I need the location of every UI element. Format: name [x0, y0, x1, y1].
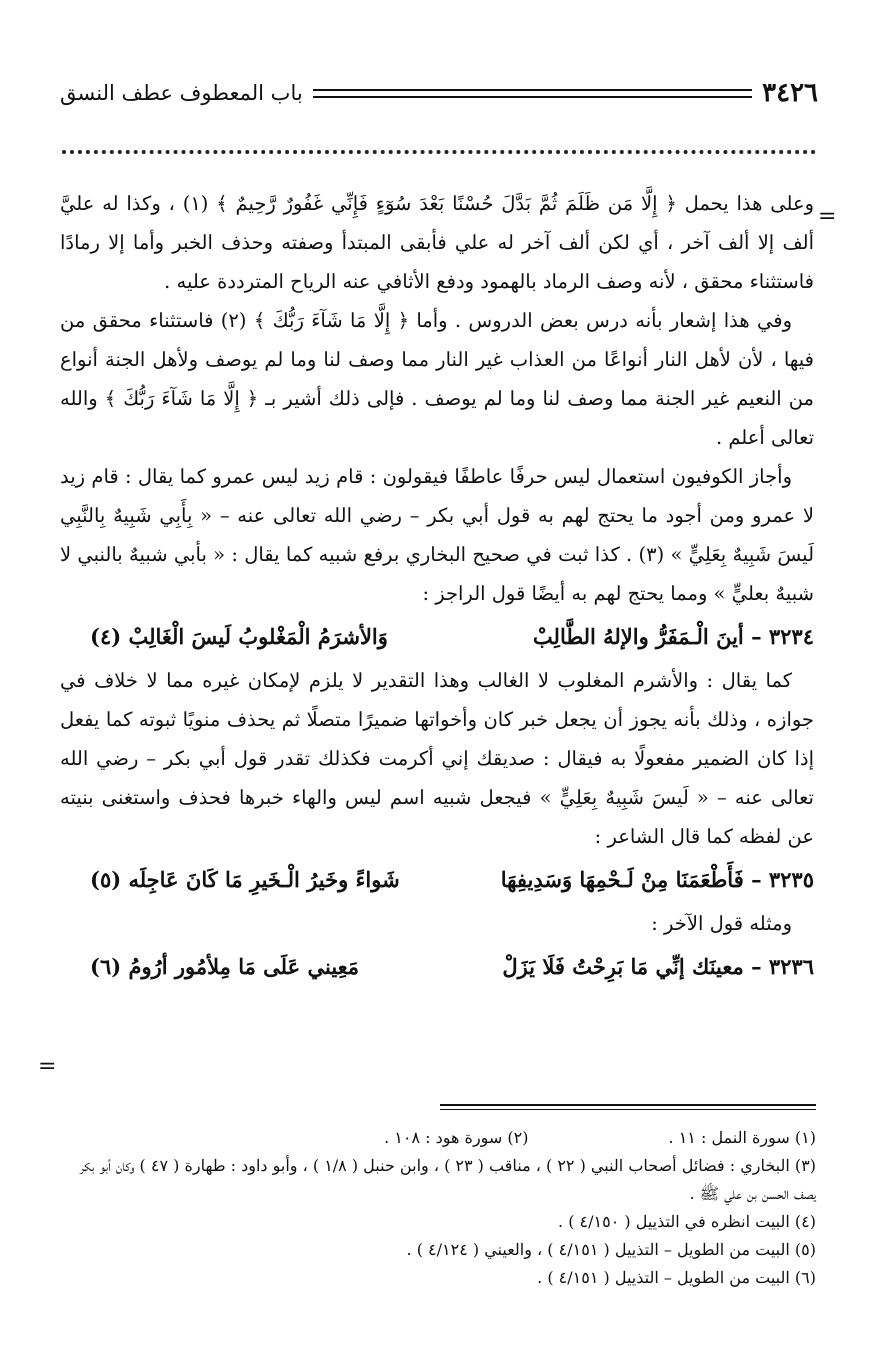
footnote-row [62, 1124, 816, 1152]
footnote: (٥) البيت من الطويل – التذييل ( ٤/١٥١ ) ، والعيني ( ٤/١٢٤ ) . [406, 1240, 816, 1259]
footnote: (٢) سورة هود : ١٠٨ . [384, 1128, 529, 1147]
footnote: (١) سورة النمل : ١١ . [668, 1128, 816, 1147]
verse-number: ٣٢٣٦ – [751, 954, 814, 979]
footnote: (٣) البخاري : فضائل أصحاب النبي ( ٢٢ ) ، مناقب ( ٢٣ ) ، وابن حنبل ( ١/٨ ) ، وأبو داود : طهارة ( ٤٧ ) وكان أبو بكر يصف الحسن بن علي ﷺ . [79, 1156, 816, 1203]
verse-text: أينَ الْـمَفَرُّ والإلهُ الطَّالِبْ [532, 624, 744, 649]
verse-first-hemistich [533, 613, 814, 661]
paragraph: وعلى هذا يحمل ﴿ إِلَّا مَن ظَلَمَ ثُمَّ بَدَّلَ حُسْنًا بَعْدَ سُوٓءٍ فَإِنِّي غَفُورٌ رَّحِيمٌ ﴾ (١) ، وكذا له عليَّ ألف إلا ألف آخر ، أي لكن ألف آخر له علي فأبقى المبتدأ وصفته وحذف الخبر وأما إلا رمادًا فاستثناء محقق ، لأنه وصف الرماد بالهمود ودفع الأثافي عنه الرياح المترددة عليه . [60, 192, 814, 293]
main-text [60, 184, 814, 991]
verse-text: فَأَطْعَمَنَا مِنْ لَـحْمِهَا وَسَدِيفِهَا [500, 867, 744, 892]
verse-number: ٣٢٣٥ – [751, 867, 814, 892]
verse-first-hemistich [501, 856, 814, 904]
page-header [60, 76, 818, 110]
poetry-verse [60, 943, 814, 991]
continuation-marker-right: = [818, 204, 837, 229]
verse-second-hemistich: مَعِيني عَلَى مَا مِلأمُور أرُومُ (٦) [90, 954, 360, 979]
paragraph: وفي هذا إشعار بأنه درس بعض الدروس . وأما ﴿ إِلَّا مَا شَآءَ رَبُّكَ ﴾ (٢) فاستثناء محقق من فيها ، لأن لأهل النار أنواعًا من العذاب غير النار مما وصف لنا وما لم يوصف ولأهل الجنة أنواع من النعيم غير الجنة مما وصف لنا وما لم يوصف . فإلى ذلك أشير بـ ﴿ إِلَّا مَا شَآءَ رَبُّكَ ﴾ والله تعالى أعلم . [60, 309, 814, 449]
poetry-verse [60, 613, 814, 661]
footnote: (٤) البيت انظره في التذييل ( ٤/١٥٠ ) . [558, 1212, 816, 1231]
paragraph: كما يقال : والأشرم المغلوب لا الغالب وهذا التقدير لا يلزم لإمكان غيره مما لا خلاف في جوازه ، وذلك بأنه يجوز أن يجعل خبر كان وأخواتها ضميرًا متصلًا ثم يحذف منويًا ثبوته كما يفعل إذا كان الضمير مفعولًا به فيقال : صديقك إني أكرمت فكذلك تقدر قول أبي بكر – رضي الله تعالى عنه – « لَيسَ شَبِيهٌ بِعَلِيٍّ » فيجعل شبيه اسم ليس والهاء خبرها فحذف واستغنى بنيته عن لفظه كما قال الشاعر : [60, 669, 814, 848]
poetry-verse [60, 856, 814, 904]
continuation-marker-left: = [38, 1054, 57, 1079]
paragraph: ومثله قول الآخر : [651, 912, 792, 935]
verse-first-hemistich [502, 943, 814, 991]
verse-number: ٣٢٣٤ – [751, 624, 814, 649]
chapter-title: باب المعطوف عطف النسق [60, 81, 303, 105]
dotted-separator [62, 150, 816, 154]
footnotes [62, 1124, 816, 1292]
paragraph: وأجاز الكوفيون استعمال ليس حرفًا عاطفًا فيقولون : قام زيد ليس عمرو كما يقال : قام زيد لا عمرو ومن أجود ما يحتج لهم به قول أبي بكر – رضي الله تعالى عنه – « بِأَبِي شَبِيهٌ بِالنَّبِي لَيسَ شَبِيهٌ بِعَلِيٍّ » (٣) . كذا ثبت في صحيح البخاري برفع شبيه كما يقال : « بأبي شبيهٌ بالنبي لا شبيهٌ بعليٍّ » ومما يحتج لهم به أيضًا قول الراجز : [60, 465, 815, 605]
page-number: ٣٤٢٦ [762, 78, 818, 108]
header-rule [313, 89, 752, 98]
footnote-rule [440, 1104, 816, 1110]
verse-second-hemistich: وَالأشرَمُ الْمَغْلوبُ لَيسَ الْغَالِبْ (٤) [90, 624, 388, 649]
verse-text: معينَك إنِّي مَا بَرِحْتُ فَلَا يَزَلْ [502, 954, 744, 979]
verse-second-hemistich: شَواءً وخَيرُ الْـخَيرِ مَا كَانَ عَاجِلَه (٥) [90, 867, 400, 892]
footnote: (٦) البيت من الطويل – التذييل ( ٤/١٥١ ) . [537, 1268, 816, 1287]
